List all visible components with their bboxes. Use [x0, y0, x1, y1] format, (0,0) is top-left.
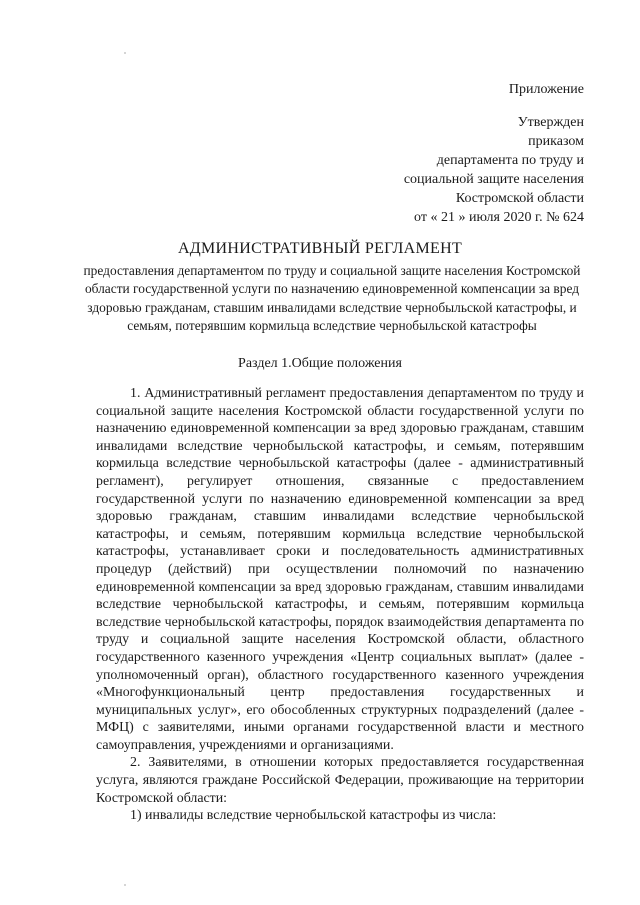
paragraph-1: 1. Административный регламент предоставления департаментом по труду и социальной защите населения Костромской области государственной услуги по назначению единовременной компенсации за вред здоровью гражданам, ставшим инвалидами вследствие чернобыльской катастрофы, и семьям, потерявшим кормильца вследствие чернобыльской катастрофы (далее - административный регламент), регулирует отношения, связанные с предоставлением государственной услуги по назначению единовременной компенсации за вред здоровью гражданам, ставшим инвалидами вследствие чернобыльской катастрофы, и семьям, потерявшим кормильца вследствие чернобыльской катастрофы, устанавливает сроки и последовательность административных процедур (действий) при осуществлении полномочий по назначению единовременной компенсации за вред здоровью гражданам, ставшим инвалидами вследствие чернобыльской катастрофы, и семьям, потерявшим кормильца вследствие чернобыльской катастрофы, порядок взаимодействия департамента по труду и социальной защите населения Костромской области, областного государственного казенного учреждения «Центр социальных выплат» (далее - уполномоченный орган), областного государственного казенного учреждения «Многофункциональный центр предоставления государственных и муниципальных услуг», его обособленных структурных подразделений (далее - МФЦ) с заявителями, иными органами государственной власти и местного самоуправления, учреждениями и организациями.: [96, 386, 584, 753]
approval-line: Утвержден: [517, 115, 584, 130]
section-heading: Раздел 1.Общие положения: [238, 356, 402, 371]
approval-line: департамента по труду и: [436, 153, 584, 168]
approval-date-line: от « 21 » июля 2020 г. № 624: [414, 210, 584, 225]
document-subtitle: предоставления департаментом по труду и социальной защите населения Костромской области государственной услуги по назначению единовременной компенсации за вред здоровью гражданам, ставшим инвалидами вследствие чернобыльской катастрофы, и семьям, потерявшим кормильца вследствие чернобыльской катастрофы: [83, 263, 581, 334]
paragraph-3: 1) инвалиды вследствие чернобыльской катастрофы из числа:: [130, 808, 497, 824]
appendix-label: Приложение: [508, 82, 584, 97]
approval-line: Костромской области: [455, 191, 584, 206]
document-title: АДМИНИСТРАТИВНЫЙ РЕГЛАМЕНТ: [177, 240, 463, 257]
approval-block: [404, 80, 584, 227]
scan-speck: [124, 884, 126, 886]
approval-line: социальной защите населения: [403, 172, 584, 187]
paragraph-2: 2. Заявителями, в отношении которых предоставляется государственная услуга, являются граждане Российской Федерации, проживающие на территории Костромской области:: [96, 755, 584, 806]
approval-line: приказом: [528, 134, 584, 149]
document-body: [96, 385, 584, 825]
scan-speck: [124, 52, 126, 54]
